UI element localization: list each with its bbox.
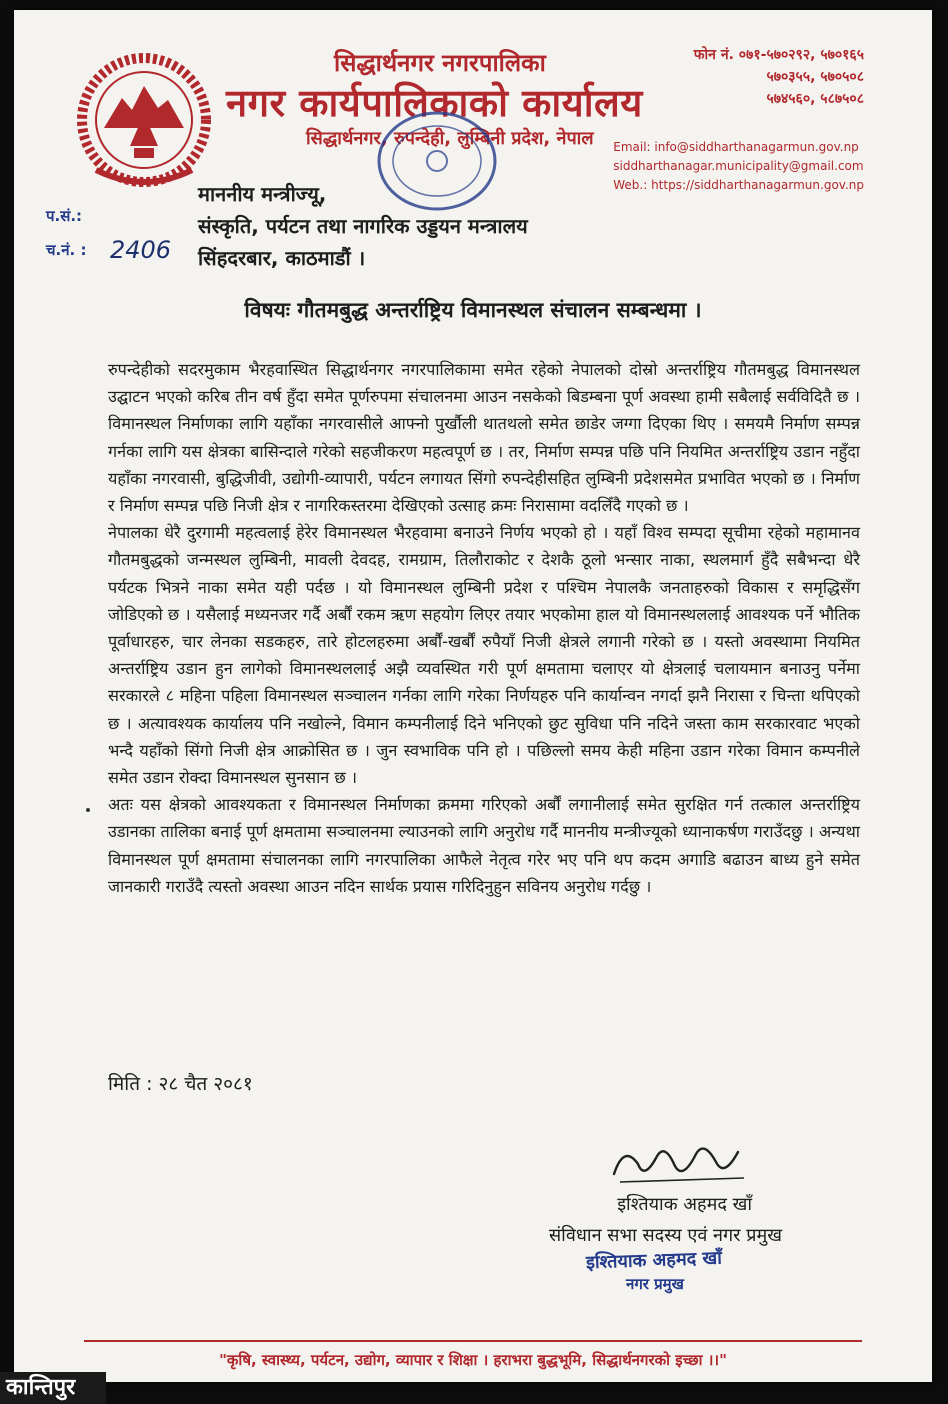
post-stamp: नगर प्रमुख (626, 1275, 684, 1293)
signatory-name: इश्तियाक अहमद खाँ (617, 1194, 752, 1215)
municipality-name: सिद्धार्थनगर नगरपालिका (334, 49, 546, 77)
body-paragraph: अतः यस क्षेत्रको आवश्यकता र विमानस्थल निर्माणका क्रममा गरिएको अर्बौं लगानीलाई समेत सुरक्षित गर्न तत्काल अन्तर्राष्ट्रिय उडानका तालिका बनाई पूर्ण क्षमतामा सञ्चालनमा ल्याउनको लागि अनुरोध गर्दै माननीय मन्त्रीज्यूको ध्यानाकर्षण गराउँदछु । अन्यथा विमानस्थल पूर्ण क्षमतामा संचालनका लागि नगरपालिका आफैले नेतृत्व गरेर भए पनि थप कदम अगाडि बढाउन बाध्य हुने समेत जानकारी गराउँदै त्यस्तो अवस्था आउन नदिन सार्थक प्रयास गरिदिनुहुन सविनय अनुरोध गर्दछु । (108, 795, 860, 896)
recipient-line: माननीय मन्त्रीज्यू, (198, 182, 327, 206)
signatory-title: संविधान सभा सदस्य एवं नगर प्रमुख (549, 1225, 782, 1246)
phone-numbers (694, 44, 864, 110)
name-stamp: इश्तियाक अहमद खाँ (585, 1247, 723, 1274)
cn-value: 2406 (110, 236, 172, 264)
footer-divider (84, 1340, 862, 1342)
municipality-emblem (74, 48, 214, 198)
contact-details (613, 138, 864, 195)
phone-line: ५७४५६०, ५८७५०८ (766, 91, 864, 107)
email-line: Email: info@siddharthanagarmun.gov.np (613, 140, 859, 154)
letter-body (108, 356, 860, 900)
letter-page (14, 10, 932, 1382)
recipient-line: सिंहदरबार, काठमाडौं । (198, 246, 366, 270)
phone-line: ५७०३५५, ५७०५०८ (766, 69, 864, 85)
body-paragraph: रुपन्देहीको सदरमुकाम भैरहवास्थित सिद्धार्थनगर नगरपालिकामा समेत रहेको नेपालको दोस्रो अन्तर्राष्ट्रिय गौतमबुद्ध विमानस्थल उद्घाटन भएको करिब तीन वर्ष हुँदा समेत पूर्णरुपमा संचालनमा आउन नसकेको बिडम्बना पूर्ण अवस्था हामी सबैलाई सर्वविदितै छ । विमानस्थल निर्माणका लागि यहाँका नगरवासीले आफ्नो पुर्खौली थातथलो समेत छाडेर जग्गा दिएका थिए । समयमै निर्माण सम्पन्न गर्नका लागि यस क्षेत्रका बासिन्दाले गरेको सहजीकरण महत्वपूर्ण छ । तर, निर्माण सम्पन्न पछि पनि नियमित अन्तर्राष्ट्रिय उडान नहुँदा यहाँका नगरवासी, बुद्धिजीवी, उद्योगी-व्यापारी, पर्यटन लगायत सिंगो रुपन्देहीसहित लुम्बिनी प्रदेशसमेत प्रभावित भएको छ । निर्माण र निर्माण सम्पन्न पछि निजी क्षेत्र र नागरिकस्तरमा देखिएको उत्साह क्रमः निरासामा वदलिँदै गएको छ । (108, 360, 860, 516)
email-line: siddharthanagar.municipality@gmail.com (613, 159, 864, 173)
web-line: Web.: https://siddharthanagarmun.gov.np (613, 178, 864, 192)
source-watermark: कान्तिपुर (0, 1372, 106, 1404)
ps-label: प.सं.: (46, 207, 83, 225)
recipient-line: संस्कृति, पर्यटन तथा नागरिक उड्डयन मन्त्रालय (198, 214, 528, 238)
letter-subject: विषयः गौतमबुद्ध अन्तर्राष्ट्रिय विमानस्थल संचालन सम्बन्धमा । (244, 298, 702, 322)
phone-line: फोन नं. ०७१-५७०२९२, ५७०१६५ (693, 47, 864, 63)
office-name: नगर कार्यपालिकाको कार्यालय (226, 81, 643, 125)
cn-label: च.नं. : (46, 241, 87, 259)
footer-slogan: "कृषि, स्वास्थ्य, पर्यटन, उद्योग, व्यापार र शिक्षा । हराभरा बुद्धभूमि, सिद्धार्थनगरको इच्छा ।।" (219, 1351, 727, 1369)
letter-date: मिति : २८ चैत २०८१ (108, 1073, 253, 1095)
office-address: सिद्धार्थनगर, रुपन्देही, लुम्बिनी प्रदेश, नेपाल (306, 128, 594, 149)
recipient-block (198, 178, 528, 274)
body-paragraph: नेपालका धेरै दुरगामी महत्वलाई हेरेर विमानस्थल भैरहवामा बनाउने निर्णय भएको हो । यहाँ विश्व सम्पदा सूचीमा रहेको महामानव गौतमबुद्धको जन्मस्थल लुम्बिनी, मावली देवदह, रामग्राम, तिलौराकोट र देशकै ठूलो भन्सार नाका, स्थलमार्ग हुँदै सबैभन्दा धेरै पर्यटक भित्रने नाका समेत यही पर्दछ । यो विमानस्थल लुम्बिनी प्रदेश र पश्चिम नेपालकै जनताहरुको विकास र समृद्धिसँग जोडिएको छ । यसैलाई मध्यनजर गर्दै अर्बौं रकम ऋण सहयोग लिएर तयार भएकोमा हाल यो विमानस्थललाई आवश्यक पर्ने भौतिक पूर्वाधारहरु, चार लेनका सडकहरु, तारे होटलहरुमा अर्बौं-खर्बौं रुपैयाँ निजी क्षेत्रले लगानी गरेको छ । यस्तो अवस्थामा नियमित अन्तर्राष्ट्रिय उडान हुन लागेको विमानस्थललाई अझै व्यवस्थित गरी पूर्ण क्षमतामा चलाएर यो क्षेत्रलाई चलायमान बनाउनु पर्नेमा सरकारले ८ महिना पहिला विमानस्थल सञ्चालन गर्नका लागि गरेका निर्णयहरु पनि कार्यान्वन नगर्दा झनै निरासा र चिन्ता थपिएको छ । अत्यावश्यक कार्यालय पनि नखोल्ने, विमान कम्पनीलाई दिने भनिएको छुट सुविधा पनि नदिने जस्ता काम सरकारवाट भएको भन्दै यहाँको सिंगो निजी क्षेत्र आक्रोसित छ । जुन स्वभाविक पनि हो । पछिल्लो समय केही महिना उडान गरेका विमान कम्पनीले समेत उडान रोक्दा विमानस्थल सुनसान छ । (108, 523, 860, 788)
margin-dot (86, 808, 90, 812)
handwritten-signature (604, 1134, 754, 1194)
